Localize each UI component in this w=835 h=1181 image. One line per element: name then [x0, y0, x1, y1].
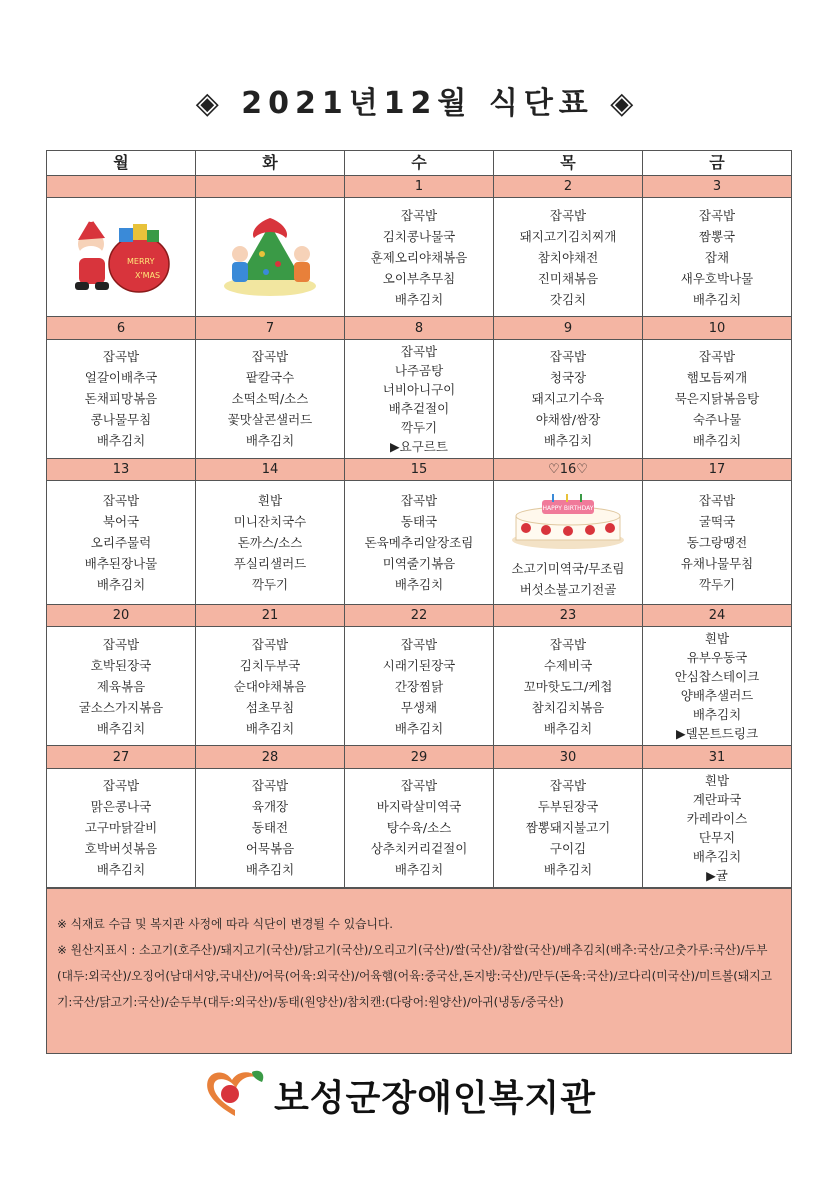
- date-cell: 14: [196, 458, 345, 481]
- menu-item: 돈까스/소스: [237, 535, 303, 551]
- menu-item: 잡곡밥: [400, 493, 438, 509]
- menu-cell: [494, 198, 643, 317]
- date-cell: 3: [643, 175, 792, 198]
- menu-item-snack: ▶귤: [706, 867, 728, 883]
- menu-item: 구이김: [549, 841, 587, 857]
- menu-item: 콩나물무침: [90, 412, 152, 428]
- menu-item: 소고기미역국/무조림: [511, 560, 625, 576]
- menu-cell-birthday: [494, 481, 643, 604]
- weekday-mon: 월: [47, 151, 196, 176]
- menu-item: 돈육메추리알장조림: [364, 535, 474, 551]
- date-cell: 28: [196, 746, 345, 769]
- menu-item: 미니잔치국수: [233, 514, 307, 530]
- menu-cell: [345, 198, 494, 317]
- menu-item: 흰밥: [704, 772, 730, 788]
- menu-item: 숙주나물: [692, 412, 742, 428]
- menu-item: 잡곡밥: [400, 636, 438, 652]
- menu-item: 육개장: [251, 799, 289, 815]
- date-cell: 8: [345, 317, 494, 340]
- menu-item: 잡곡밥: [400, 343, 438, 359]
- menu-row: [47, 198, 792, 317]
- menu-item: 배추김치: [394, 291, 444, 307]
- menu-item: 배추김치: [96, 862, 146, 878]
- menu-item: 참치김치볶음: [531, 699, 605, 715]
- menu-item: 오리주물럭: [90, 535, 152, 551]
- weekday-wed: 수: [345, 151, 494, 176]
- menu-item: 얼갈이배추국: [84, 370, 158, 386]
- date-cell: 13: [47, 458, 196, 481]
- date-cell: 27: [47, 746, 196, 769]
- menu-cell: [643, 627, 792, 746]
- menu-item: 너비아니구이: [382, 381, 456, 397]
- date-cell: 6: [47, 317, 196, 340]
- menu-item: 잡곡밥: [549, 349, 587, 365]
- date-row: [47, 604, 792, 627]
- date-cell: 17: [643, 458, 792, 481]
- menu-item: 김치두부국: [239, 657, 301, 673]
- date-row: [47, 317, 792, 340]
- date-cell: 10: [643, 317, 792, 340]
- santa-illustration: [47, 198, 196, 317]
- menu-item: 시래기된장국: [382, 657, 456, 673]
- footer: [200, 1062, 650, 1122]
- weekday-tue: 화: [196, 151, 345, 176]
- menu-item: 흰밥: [257, 493, 283, 509]
- menu-item: 햄모듬찌개: [686, 370, 748, 386]
- menu-item: 잡곡밥: [251, 349, 289, 365]
- date-cell: 29: [345, 746, 494, 769]
- date-cell: 21: [196, 604, 345, 627]
- date-cell: 30: [494, 746, 643, 769]
- menu-cell: [494, 339, 643, 458]
- menu-cell: [345, 768, 494, 887]
- weekday-header-row: [47, 151, 792, 176]
- date-cell: 31: [643, 746, 792, 769]
- menu-calendar: [46, 150, 792, 888]
- menu-item-snack: ▶델몬트드링크: [675, 726, 759, 742]
- menu-item: 고구마닭갈비: [84, 820, 158, 836]
- svg-text:MERRY: MERRY: [127, 257, 155, 267]
- menu-item: 단무지: [698, 829, 736, 845]
- menu-item: 배추김치: [692, 848, 742, 864]
- date-cell: 7: [196, 317, 345, 340]
- date-cell: 9: [494, 317, 643, 340]
- menu-item: 훈제오리야채볶음: [370, 249, 468, 265]
- menu-item: 동태국: [400, 514, 438, 530]
- menu-item: 진미채볶음: [537, 270, 599, 286]
- menu-cell: [196, 768, 345, 887]
- menu-item: 배추된장나물: [84, 556, 158, 572]
- date-cell: 24: [643, 604, 792, 627]
- menu-item: 꽃맛살콘샐러드: [227, 412, 313, 428]
- menu-row: [47, 339, 792, 458]
- date-row: [47, 746, 792, 769]
- menu-item: 배추김치: [245, 433, 295, 449]
- menu-cell: [345, 339, 494, 458]
- menu-item: 배추김치: [245, 862, 295, 878]
- christmas-tree-icon: [210, 206, 330, 302]
- menu-item: 안심찹스테이크: [674, 669, 760, 685]
- menu-item: 잡곡밥: [698, 493, 736, 509]
- menu-cell: [494, 627, 643, 746]
- menu-item: 배추김치: [394, 720, 444, 736]
- menu-item: 탕수육/소스: [386, 820, 452, 836]
- menu-cell: [345, 627, 494, 746]
- menu-item: 카레라이스: [686, 810, 748, 826]
- menu-item: 잡곡밥: [251, 778, 289, 794]
- menu-item: 배추김치: [96, 577, 146, 593]
- menu-item: 배추김치: [543, 433, 593, 449]
- menu-item: 참치야채전: [537, 249, 599, 265]
- menu-item: 배추김치: [692, 433, 742, 449]
- menu-row: [47, 768, 792, 887]
- menu-item: 북어국: [102, 514, 140, 530]
- menu-item: 배추김치: [543, 720, 593, 736]
- menu-cell: [47, 339, 196, 458]
- date-cell: [196, 175, 345, 198]
- menu-cell: [47, 768, 196, 887]
- date-row: [47, 175, 792, 198]
- menu-item: 흰밥: [704, 631, 730, 647]
- weekday-fri: 금: [643, 151, 792, 176]
- menu-cell: [643, 768, 792, 887]
- notes-origin-info: ※ 원산지표시 : 소고기(호주산)/돼지고기(국산)/닭고기(국산)/오리고기(국산)/쌀(국산)/찹쌀(국산)/배추김치(배추:국산/고춧가루:국산)/두부(대두:외국산)/오징어(남대서양,국내산)/어묵(어육:외국산)/어육햄(어육:중국산,돈지방:국산)/만두(돈육:국산)/코다리(미국산)/미트볼(돼지고기:국산/닭고기:국산)/순두부(대두:외국산)/동태(원양산)/참치캔:(다랑어:원양산)/아귀(냉동/중국산): [57, 943, 773, 1009]
- menu-item: 잡곡밥: [549, 778, 587, 794]
- menu-item: 간장찜닭: [394, 678, 444, 694]
- menu-item: 잡채: [704, 249, 730, 265]
- menu-item: 새우호박나물: [680, 270, 754, 286]
- menu-item: 잡곡밥: [698, 349, 736, 365]
- menu-item: 돈채피망볶음: [84, 391, 158, 407]
- menu-row: [47, 481, 792, 604]
- date-cell: [47, 175, 196, 198]
- menu-item: 짬뽕국: [698, 228, 736, 244]
- menu-item: 깍두기: [698, 577, 736, 593]
- menu-item: 두부된장국: [537, 799, 599, 815]
- date-cell-birthday: ♡16♡: [494, 458, 643, 481]
- menu-cell: [47, 627, 196, 746]
- menu-item: 갓김치: [549, 291, 587, 307]
- menu-item: 깍두기: [251, 577, 289, 593]
- menu-item: 미역줄기볶음: [382, 556, 456, 572]
- menu-item: 깍두기: [400, 419, 438, 435]
- menu-item: 배추김치: [692, 291, 742, 307]
- menu-item: 호박된장국: [90, 657, 152, 673]
- menu-item: 버섯소불고기전골: [519, 581, 617, 597]
- notes-change-notice: ※ 식재료 수급 및 복지관 사정에 따라 식단이 변경될 수 있습니다.: [57, 917, 394, 931]
- menu-item-snack: ▶요구르트: [390, 438, 448, 454]
- menu-item: 짬뽕돼지불고기: [525, 820, 611, 836]
- page-title: ◈ 2021년12월 식단표 ◈: [195, 86, 640, 121]
- notes-box: [46, 888, 792, 1054]
- menu-cell: [643, 339, 792, 458]
- menu-item: 꼬마핫도그/케첩: [523, 678, 613, 694]
- menu-item: 잡곡밥: [400, 207, 438, 223]
- menu-item: 청국장: [549, 370, 587, 386]
- menu-item: 배추김치: [692, 707, 742, 723]
- menu-item: 어묵볶음: [245, 841, 295, 857]
- menu-item: 섬초무침: [245, 699, 295, 715]
- menu-item: 야채쌈/쌈장: [535, 412, 601, 428]
- menu-item: 배추겉절이: [388, 400, 450, 416]
- menu-item: 잡곡밥: [400, 778, 438, 794]
- menu-item: 돼지고기수육: [531, 391, 605, 407]
- menu-cell: [47, 481, 196, 604]
- date-cell: 2: [494, 175, 643, 198]
- birthday-cake-icon: [508, 494, 628, 550]
- weekday-thu: 목: [494, 151, 643, 176]
- menu-item: 호박버섯볶음: [84, 841, 158, 857]
- menu-item: 묵은지닭볶음탕: [674, 391, 760, 407]
- menu-item: 굴떡국: [698, 514, 736, 530]
- menu-row: [47, 627, 792, 746]
- welfare-center-logo-icon: [200, 1064, 270, 1120]
- date-cell: 1: [345, 175, 494, 198]
- menu-item: 배추김치: [394, 577, 444, 593]
- menu-item: 오이부추무침: [382, 270, 456, 286]
- date-cell: 20: [47, 604, 196, 627]
- menu-item: 배추김치: [543, 862, 593, 878]
- menu-item: 잡곡밥: [102, 349, 140, 365]
- menu-item: 돼지고기김치찌개: [519, 228, 617, 244]
- menu-item: 배추김치: [96, 720, 146, 736]
- menu-item: 굴소스가지볶음: [78, 699, 164, 715]
- menu-item: 유부우동국: [686, 650, 748, 666]
- menu-item: 김치콩나물국: [382, 228, 456, 244]
- menu-item: 순대야채볶음: [233, 678, 307, 694]
- date-cell: 15: [345, 458, 494, 481]
- menu-item: 잡곡밥: [698, 207, 736, 223]
- menu-item: 잡곡밥: [549, 207, 587, 223]
- menu-item: 수제비국: [543, 657, 593, 673]
- menu-item: 맑은콩나국: [90, 799, 152, 815]
- cake-text: HAPPY BIRTHDAY: [542, 504, 594, 512]
- menu-item: 동태전: [251, 820, 289, 836]
- menu-item: 양배추샐러드: [680, 688, 754, 704]
- menu-cell: [196, 627, 345, 746]
- menu-item: 소떡소떡/소스: [231, 391, 309, 407]
- menu-item: 잡곡밥: [102, 778, 140, 794]
- menu-cell: [643, 481, 792, 604]
- menu-cell: [643, 198, 792, 317]
- menu-item: 계란파국: [692, 791, 742, 807]
- menu-item: 상추치커리겉절이: [370, 841, 468, 857]
- date-cell: 23: [494, 604, 643, 627]
- menu-item: 유채나물무침: [680, 556, 754, 572]
- menu-item: 나주곰탕: [394, 362, 444, 378]
- santa-icon: [61, 206, 181, 302]
- menu-item: 잡곡밥: [251, 636, 289, 652]
- menu-item: 푸실리샐러드: [233, 556, 307, 572]
- menu-item: 잡곡밥: [102, 493, 140, 509]
- org-name: 보성군장애인복지관: [274, 1078, 596, 1119]
- menu-cell: [494, 768, 643, 887]
- menu-item: 바지락살미역국: [376, 799, 462, 815]
- menu-item: 배추김치: [96, 433, 146, 449]
- menu-item: 잡곡밥: [102, 636, 140, 652]
- menu-item: 무생채: [400, 699, 438, 715]
- menu-item: 잡곡밥: [549, 636, 587, 652]
- menu-cell: [196, 339, 345, 458]
- menu-cell: [196, 481, 345, 604]
- menu-item: 동그랑땡전: [686, 535, 748, 551]
- date-cell: 22: [345, 604, 494, 627]
- menu-cell: [345, 481, 494, 604]
- menu-item: 배추김치: [394, 862, 444, 878]
- menu-item: 제육볶음: [96, 678, 146, 694]
- svg-text:X'MAS: X'MAS: [135, 271, 161, 281]
- christmas-tree-illustration: [196, 198, 345, 317]
- menu-item: 팥칼국수: [245, 370, 295, 386]
- menu-item: 배추김치: [245, 720, 295, 736]
- date-row: [47, 458, 792, 481]
